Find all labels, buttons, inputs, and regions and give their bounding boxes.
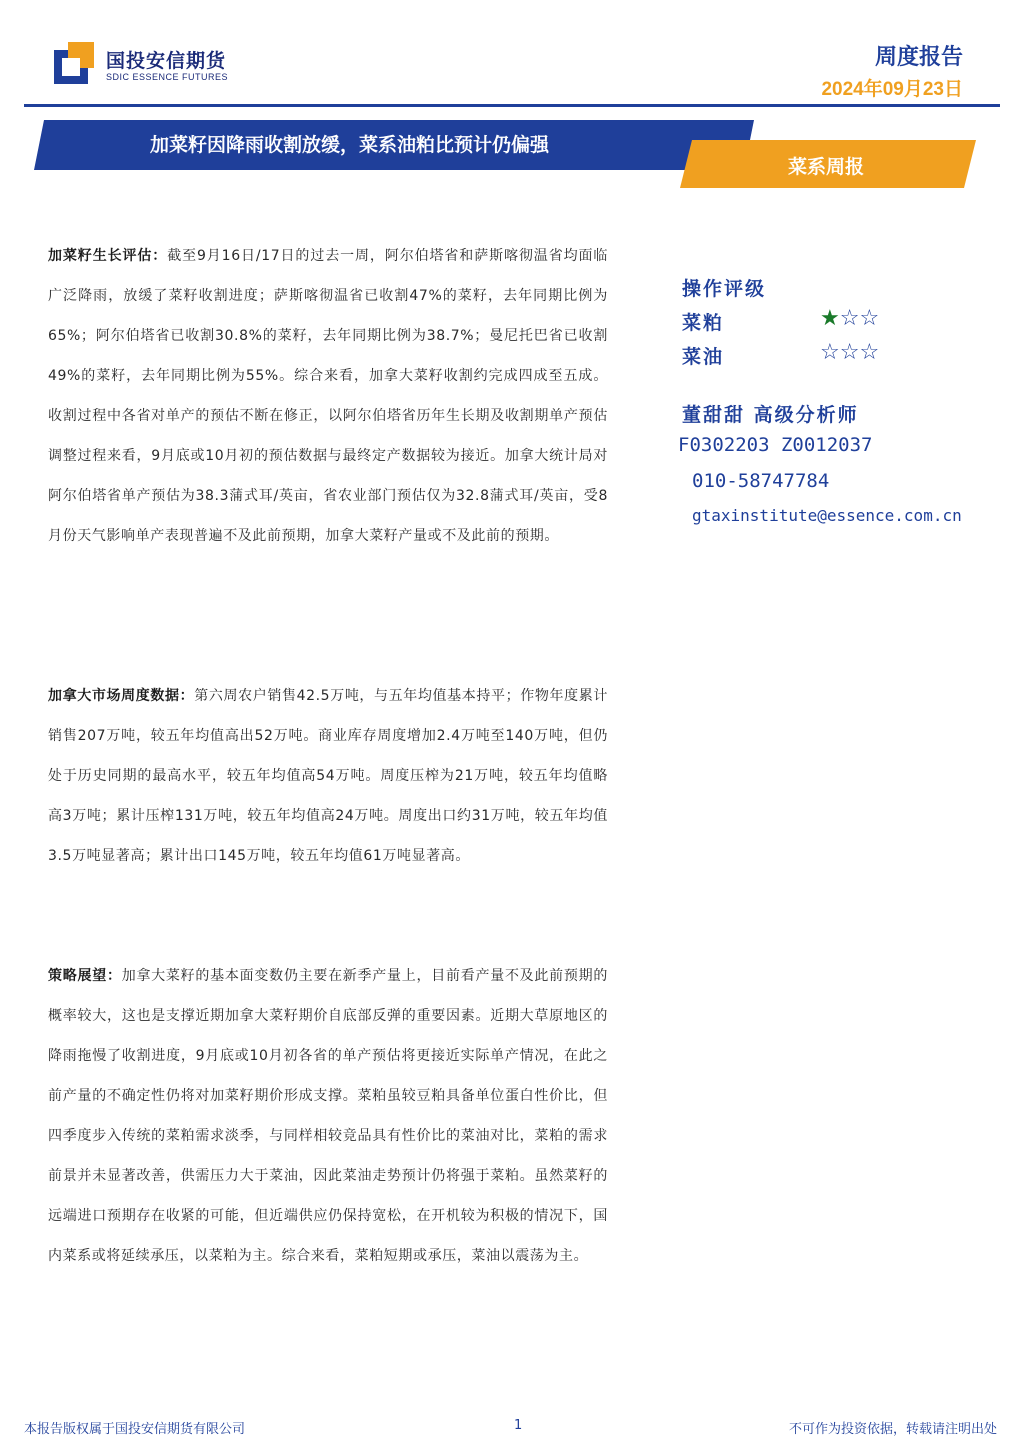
page-number: 1 [514,1418,523,1433]
star-empty-icon: ☆ [839,306,860,331]
company-logo [54,42,234,90]
footer-disclaimer: 不可作为投资依据，转载请注明出处 [788,1422,997,1437]
paragraph-weekly-data [48,676,608,876]
paragraph-lead: 加菜籽生长评估： [48,248,168,264]
analyst-name: 董甜甜 高级分析师 [682,404,859,426]
rating-name: 菜油 [682,346,725,368]
star-empty-icon: ☆ [859,306,880,331]
paragraph-growth-assessment [48,236,608,556]
paragraph-text: 加拿大菜籽的基本面变数仍主要在新季产量上，目前看产量不及此前预期的概率较大，这也是支撑近期加拿大菜籽期价自底部反弹的重要因素。近期大草原地区的降雨拖慢了收割进度，9月底或10月初各省的单产预估将更接近实际单产情况，在此之前产量的不确定性仍将对加菜籽期价形成支撑。菜粕虽较豆粕具备单位蛋白性价比，但四季度步入传统的菜粕需求淡季，与同样相较竞品具有性价比的菜油对比，菜粕的需求前景并未显著改善，供需压力大于菜油，因此菜油走势预计仍将强于菜粕。虽然菜籽的远端进口预期存在收紧的可能，但近端供应仍保持宽松，在开机较为积极的情况下，国内菜系或将延续承压，以菜粕为主。综合来看，菜粕短期或承压，菜油以震荡为主。 [48,968,608,1264]
rating-row-rapeseed-oil [682,342,942,372]
star-rating-icon [820,340,879,365]
paragraph-text: 第六周农户销售42.5万吨，与五年均值基本持平；作物年度累计销售207万吨，较五年均值高出52万吨。商业库存周度增加2.4万吨至140万吨，但仍处于历史同期的最高水平，较五年均值高54万吨。周度压榨为21万吨，较五年均值略高3万吨；累计压榨131万吨，较五年均值高24万吨。周度出口约31万吨，较五年均值3.5万吨显著高；累计出口145万吨，较五年均值61万吨显著高。 [48,688,609,864]
star-filled-icon: ★ [820,306,840,331]
logo-text-cn: 国投安信期货 [106,50,227,72]
star-empty-icon: ☆ [820,340,840,365]
paragraph-text: 截至9月16日/17日的过去一周，阿尔伯塔省和萨斯喀彻温省均面临广泛降雨，放缓了菜籽收割进度；萨斯喀彻温省已收割47%的菜籽，去年同期比例为65%；阿尔伯塔省已收割30.8%的菜籽，去年同期比例为38.7%；曼尼托巴省已收割49%的菜籽，去年同期比例为55%。综合来看，加拿大菜籽收割约完成四成至五成。收割过程中各省对单产的预估不断在修正，以阿尔伯塔省历年生长期及收割期单产预估调整过程来看，9月底或10月初的预估数据与最终定产数据较为接近。加拿大统计局对阿尔伯塔省单产预估为38.3蒲式耳/英亩，省农业部门预估仅为32.8蒲式耳/英亩，受8月份天气影响单产表现普遍不及此前预期，加拿大菜籽产量或不及此前的预期。 [48,248,608,544]
star-rating-icon [820,306,879,331]
paragraph-strategy-outlook [48,956,608,1276]
star-empty-icon: ☆ [859,340,880,365]
rating-row-rapeseed-meal [682,308,942,338]
footer-copyright: 本报告版权属于国投安信期货有限公司 [24,1422,246,1437]
report-date: 2024年09月23日 [821,79,963,100]
logo-text-en: SDIC ESSENCE FUTURES [106,72,229,82]
rating-name: 菜粕 [682,312,725,334]
rating-title: 操作评级 [682,278,767,300]
paragraph-lead: 加拿大市场周度数据： [48,688,195,704]
star-empty-icon: ☆ [839,340,860,365]
analyst-email-link[interactable]: gtaxinstitute@essence.com.cn [692,506,962,525]
report-type: 周度报告 [874,45,963,70]
logo-mark-icon [54,42,98,86]
analyst-phone: 010-58747784 [692,470,830,492]
category-tag-label: 菜系周报 [788,156,865,178]
paragraph-lead: 策略展望： [48,968,122,984]
analyst-license: F0302203 Z0012037 [678,434,873,456]
header-divider [24,104,1000,107]
report-title: 加菜籽因降雨收割放缓，菜系油粕比预计仍偏强 [150,134,550,156]
